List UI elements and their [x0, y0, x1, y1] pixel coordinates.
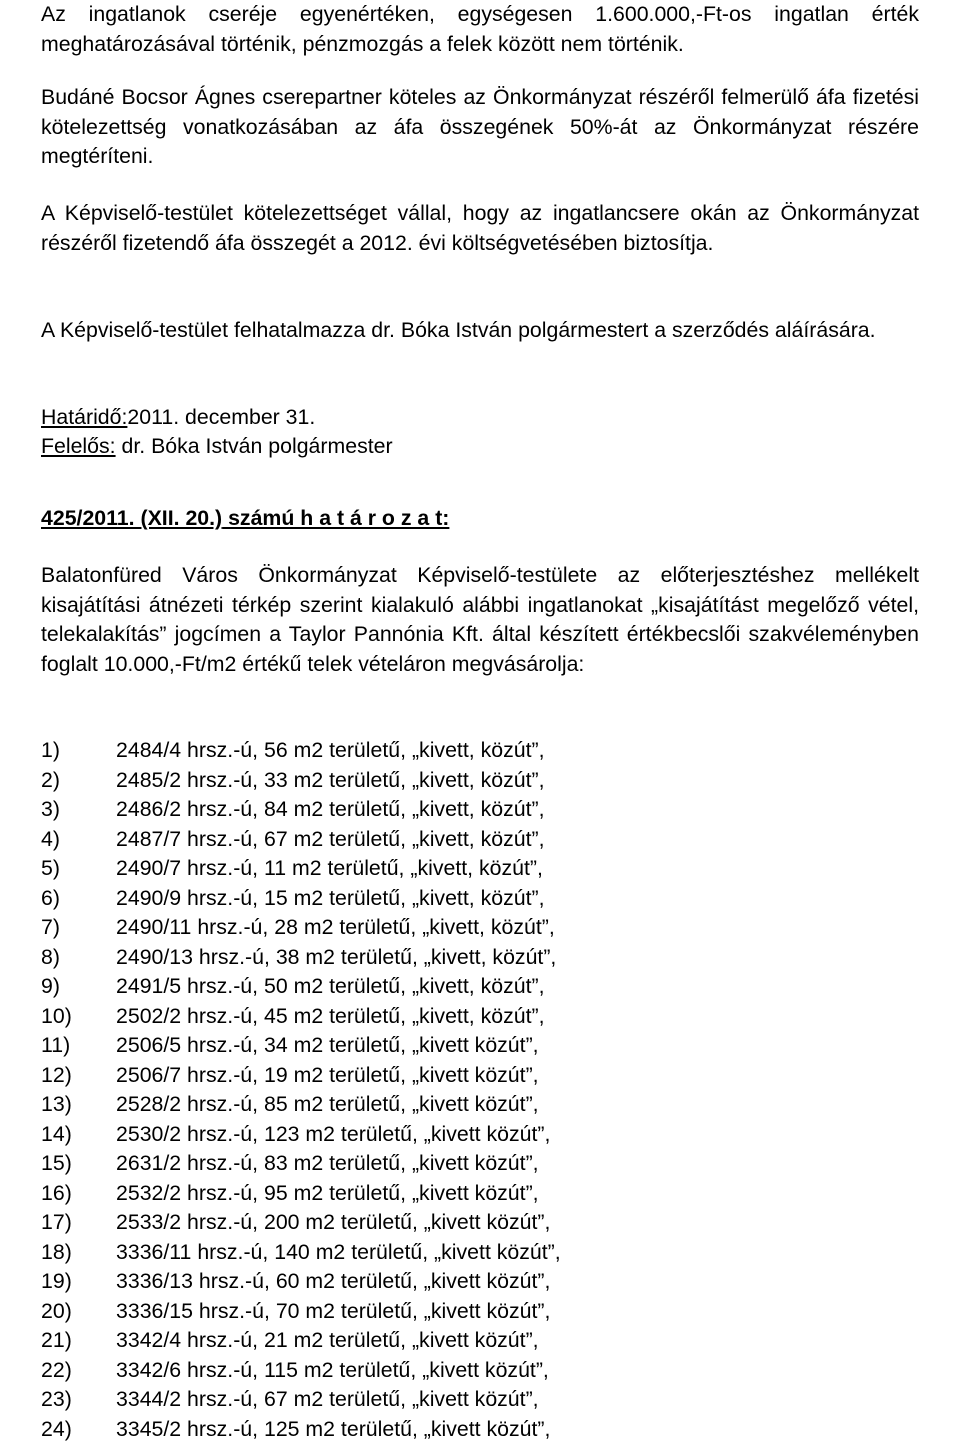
list-item — [41, 1090, 919, 1120]
responsible-line — [41, 432, 393, 462]
paragraph-vat-reimbursement: Budáné Bocsor Ágnes cserepartner köteles az Önkormányzat részéről felmerülő áfa fizetési kötelezettség vonatkozásában az áfa összegének 50%-át az Önkormányzat részére megtéríteni. — [41, 83, 919, 172]
list-item — [41, 1061, 919, 1091]
list-item-text: 2506/7 hrsz.-ú, 19 m2 területű, „kivett közút”, — [116, 1061, 539, 1091]
list-item-number: 2) — [41, 766, 60, 796]
resolution-title: számú h a t á r o z a t: — [222, 506, 449, 530]
list-item — [41, 1326, 919, 1356]
list-item-number: 11) — [41, 1031, 70, 1061]
list-item — [41, 1385, 919, 1415]
list-item — [41, 736, 919, 766]
list-item — [41, 766, 919, 796]
list-item — [41, 1149, 919, 1179]
paragraph-resolution-body: Balatonfüred Város Önkormányzat Képviselő-testülete az előterjesztéshez mellékelt kisajátítási átnézeti térkép szerint kialakuló alábbi ingatlanokat „kisajátítást megelőző vétel, telekalakítás” jogcímen a Taylor Pannónia Kft. által készített értékbecslői szakvéleményben foglalt 10.000,-Ft/m2 értékű telek vételáron megvásárolja: — [41, 561, 919, 679]
list-item — [41, 1208, 919, 1238]
list-item-text: 2532/2 hrsz.-ú, 95 m2 területű, „kivett közút”, — [116, 1179, 539, 1209]
list-item-text: 2486/2 hrsz.-ú, 84 m2 területű, „kivett, közút”, — [116, 795, 545, 825]
list-item-text: 2490/11 hrsz.-ú, 28 m2 területű, „kivett, közút”, — [116, 913, 555, 943]
list-item-text: 3336/13 hrsz.-ú, 60 m2 területű, „kivett közút”, — [116, 1267, 550, 1297]
list-item-number: 6) — [41, 884, 60, 914]
list-item-text: 2490/7 hrsz.-ú, 11 m2 területű, „kivett, közút”, — [116, 854, 543, 884]
paragraph-property-exchange: Az ingatlanok cseréje egyenértéken, egységesen 1.600.000,-Ft-os ingatlan érték meghatározásával történik, pénzmozgás a felek között nem történik. — [41, 0, 919, 59]
list-item-text: 2502/2 hrsz.-ú, 45 m2 területű, „kivett, közút”, — [116, 1002, 545, 1032]
list-item-number: 9) — [41, 972, 60, 1002]
list-item — [41, 943, 919, 973]
list-item — [41, 1120, 919, 1150]
list-item-number: 17) — [41, 1208, 72, 1238]
list-item-number: 5) — [41, 854, 60, 884]
list-item-text: 2506/5 hrsz.-ú, 34 m2 területű, „kivett közút”, — [116, 1031, 539, 1061]
list-item — [41, 795, 919, 825]
list-item-number: 21) — [41, 1326, 72, 1356]
list-item-number: 7) — [41, 913, 60, 943]
list-item-text: 3336/11 hrsz.-ú, 140 m2 területű, „kivett közút”, — [116, 1238, 561, 1268]
list-item — [41, 913, 919, 943]
list-item — [41, 1238, 919, 1268]
deadline-label: Határidő: — [41, 405, 127, 429]
list-item-text: 3342/4 hrsz.-ú, 21 m2 területű, „kivett közút”, — [116, 1326, 539, 1356]
responsible-label: Felelős: — [41, 434, 116, 458]
list-item — [41, 825, 919, 855]
responsible-value: dr. Bóka István polgármester — [116, 434, 393, 458]
list-item — [41, 1031, 919, 1061]
list-item-number: 16) — [41, 1179, 72, 1209]
resolution-number: 425/2011. (XII. 20.) — [41, 506, 222, 530]
list-item-number: 23) — [41, 1385, 72, 1415]
parcel-list — [41, 736, 919, 1444]
list-item — [41, 972, 919, 1002]
list-item-number: 15) — [41, 1149, 72, 1179]
list-item-number: 3) — [41, 795, 60, 825]
list-item-text: 3344/2 hrsz.-ú, 67 m2 területű, „kivett közút”, — [116, 1385, 539, 1415]
list-item-text: 3345/2 hrsz.-ú, 125 m2 területű, „kivett közút”, — [116, 1415, 550, 1444]
list-item-number: 22) — [41, 1356, 72, 1386]
list-item — [41, 1297, 919, 1327]
list-item-text: 2528/2 hrsz.-ú, 85 m2 területű, „kivett közút”, — [116, 1090, 539, 1120]
resolution-heading — [41, 504, 449, 534]
list-item — [41, 854, 919, 884]
list-item-text: 2530/2 hrsz.-ú, 123 m2 területű, „kivett közút”, — [116, 1120, 550, 1150]
list-item-number: 12) — [41, 1061, 72, 1091]
list-item — [41, 1179, 919, 1209]
list-item-number: 8) — [41, 943, 60, 973]
list-item-number: 14) — [41, 1120, 72, 1150]
list-item — [41, 1415, 919, 1444]
list-item-text: 2490/13 hrsz.-ú, 38 m2 területű, „kivett, közút”, — [116, 943, 556, 973]
list-item-text: 2485/2 hrsz.-ú, 33 m2 területű, „kivett, közút”, — [116, 766, 545, 796]
list-item-text: 3342/6 hrsz.-ú, 115 m2 területű, „kivett közút”, — [116, 1356, 549, 1386]
list-item-number: 20) — [41, 1297, 72, 1327]
list-item-text: 2533/2 hrsz.-ú, 200 m2 területű, „kivett közút”, — [116, 1208, 550, 1238]
deadline-line — [41, 403, 315, 433]
list-item — [41, 1002, 919, 1032]
list-item — [41, 1267, 919, 1297]
list-item-number: 10) — [41, 1002, 72, 1032]
list-item-text: 2631/2 hrsz.-ú, 83 m2 területű, „kivett közút”, — [116, 1149, 539, 1179]
list-item-number: 13) — [41, 1090, 72, 1120]
list-item-number: 24) — [41, 1415, 72, 1444]
paragraph-authorization: A Képviselő-testület felhatalmazza dr. Bóka István polgármestert a szerződés aláírására. — [41, 316, 919, 346]
list-item-text: 3336/15 hrsz.-ú, 70 m2 területű, „kivett közút”, — [116, 1297, 550, 1327]
list-item-number: 18) — [41, 1238, 72, 1268]
deadline-value: 2011. december 31. — [127, 405, 315, 429]
list-item-text: 2484/4 hrsz.-ú, 56 m2 területű, „kivett, közút”, — [116, 736, 545, 766]
list-item — [41, 884, 919, 914]
list-item-text: 2490/9 hrsz.-ú, 15 m2 területű, „kivett, közút”, — [116, 884, 545, 914]
list-item — [41, 1356, 919, 1386]
list-item-text: 2487/7 hrsz.-ú, 67 m2 területű, „kivett, közút”, — [116, 825, 545, 855]
list-item-number: 1) — [41, 736, 60, 766]
list-item-number: 19) — [41, 1267, 72, 1297]
list-item-text: 2491/5 hrsz.-ú, 50 m2 területű, „kivett, közút”, — [116, 972, 545, 1002]
list-item-number: 4) — [41, 825, 60, 855]
paragraph-budget-commitment: A Képviselő-testület kötelezettséget vállal, hogy az ingatlancsere okán az Önkormányzat részéről fizetendő áfa összegét a 2012. évi költségvetésében biztosítja. — [41, 199, 919, 258]
